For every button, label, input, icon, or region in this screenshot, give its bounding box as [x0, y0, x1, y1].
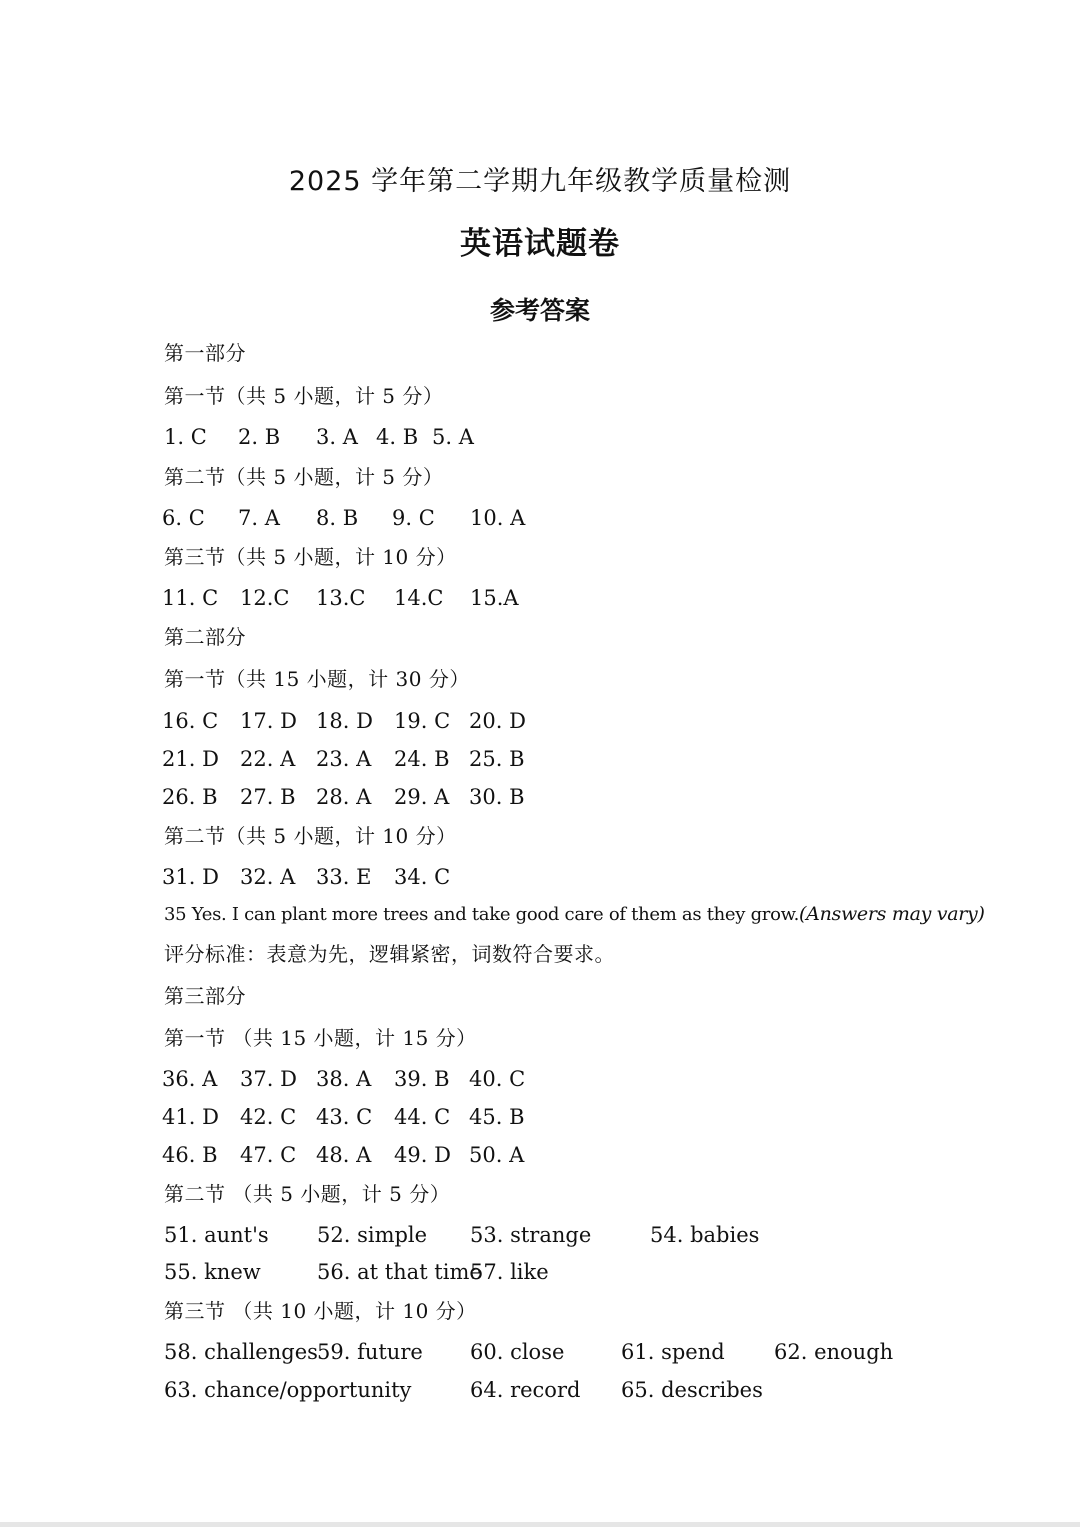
answer-item: 3. A: [316, 425, 358, 449]
part3-section1-heading: 第一节 （共 15 小题，计 15 分）: [164, 1026, 477, 1050]
part1-section1-heading: 第一节（共 5 小题，计 5 分）: [164, 384, 444, 408]
answer-item: 53. strange: [470, 1223, 592, 1247]
part1-section3-heading: 第三节（共 5 小题，计 10 分）: [164, 545, 457, 569]
part2-section2-heading: 第二节（共 5 小题，计 10 分）: [164, 824, 457, 848]
answer-item: 58. challenges: [164, 1340, 318, 1364]
part1-section2-heading: 第二节（共 5 小题，计 5 分）: [164, 465, 444, 489]
answer-item: 47. C: [240, 1143, 297, 1167]
answer-item: 63. chance/opportunity: [164, 1378, 412, 1402]
answer-item: 15.A: [470, 586, 519, 610]
answer-item: 60. close: [470, 1340, 565, 1364]
page-bottom-edge: [0, 1522, 1080, 1527]
answer-item: 46. B: [162, 1143, 218, 1167]
part2-section1-heading: 第一节（共 15 小题，计 30 分）: [164, 667, 470, 691]
answer-item: 4. B: [376, 425, 419, 449]
answer-item: 65. describes: [621, 1378, 763, 1402]
answer-item: 6. C: [162, 506, 205, 530]
answer-item: 49. D: [394, 1143, 451, 1167]
answer-item: 8. B: [316, 506, 359, 530]
answer-item: 22. A: [240, 747, 296, 771]
answer-item: 62. enough: [774, 1340, 894, 1364]
answer-item: 40. C: [469, 1067, 526, 1091]
answer-item: 45. B: [469, 1105, 525, 1129]
part2-heading: 第二部分: [164, 625, 246, 649]
answer-item: 14.C: [394, 586, 444, 610]
answer-item: 48. A: [316, 1143, 372, 1167]
answer-item: 2. B: [238, 425, 281, 449]
answer-item: 61. spend: [621, 1340, 725, 1364]
answer-item: 31. D: [162, 865, 219, 889]
answer-item: 59. future: [317, 1340, 423, 1364]
answer-item: 39. B: [394, 1067, 450, 1091]
exam-title: 2025 学年第二学期九年级教学质量检测: [288, 166, 792, 197]
answer-item: 1. C: [164, 425, 207, 449]
answer-item: 41. D: [162, 1105, 219, 1129]
answer-item: 13.C: [316, 586, 366, 610]
answer-item: 44. C: [394, 1105, 451, 1129]
answer-item: 7. A: [238, 506, 280, 530]
q35-text: 35 Yes. I can plant more trees and take good care of them as they grow.: [164, 904, 800, 925]
answer-item: 11. C: [162, 586, 219, 610]
answer-item: 28. A: [316, 785, 372, 809]
answer-item: 25. B: [469, 747, 525, 771]
part3-heading: 第三部分: [164, 984, 246, 1008]
answer-item: 29. A: [394, 785, 450, 809]
answer-item: 20. D: [469, 709, 526, 733]
answer-item: 37. D: [240, 1067, 297, 1091]
scoring-criteria: 评分标准：表意为先，逻辑紧密，词数符合要求。: [164, 942, 615, 966]
part3-section2-heading: 第二节 （共 5 小题，计 5 分）: [164, 1182, 451, 1206]
q35-note: (Answers may vary): [799, 903, 985, 925]
answer-item: 43. C: [316, 1105, 373, 1129]
answer-item: 18. D: [316, 709, 373, 733]
answer-item: 32. A: [240, 865, 296, 889]
answer-item: 30. B: [469, 785, 525, 809]
answer-item: 12.C: [240, 586, 290, 610]
part1-heading: 第一部分: [164, 341, 246, 365]
answer-item: 26. B: [162, 785, 218, 809]
q35-answer: [164, 898, 985, 930]
answer-item: 50. A: [469, 1143, 525, 1167]
answer-item: 16. C: [162, 709, 219, 733]
answer-item: 24. B: [394, 747, 450, 771]
answer-item: 23. A: [316, 747, 372, 771]
answer-item: 34. C: [394, 865, 451, 889]
answer-item: 56. at that time: [317, 1260, 482, 1284]
answer-item: 55. knew: [164, 1260, 261, 1284]
answer-item: 5. A: [432, 425, 474, 449]
answer-item: 33. E: [316, 865, 372, 889]
part3-section3-heading: 第三节 （共 10 小题，计 10 分）: [164, 1299, 477, 1323]
answer-item: 42. C: [240, 1105, 297, 1129]
answer-item: 21. D: [162, 747, 219, 771]
answer-item: 27. B: [240, 785, 296, 809]
answer-item: 51. aunt's: [164, 1223, 269, 1247]
exam-subtitle: 英语试题卷: [460, 226, 620, 262]
answer-item: 9. C: [392, 506, 435, 530]
answer-item: 38. A: [316, 1067, 372, 1091]
answer-item: 54. babies: [650, 1223, 760, 1247]
answer-item: 64. record: [470, 1378, 581, 1402]
answer-item: 17. D: [240, 709, 297, 733]
answer-item: 57. like: [470, 1260, 549, 1284]
answer-key-label: 参考答案: [489, 296, 590, 325]
answer-item: 19. C: [394, 709, 451, 733]
answer-item: 10. A: [470, 506, 526, 530]
answer-item: 36. A: [162, 1067, 218, 1091]
answer-item: 52. simple: [317, 1223, 428, 1247]
